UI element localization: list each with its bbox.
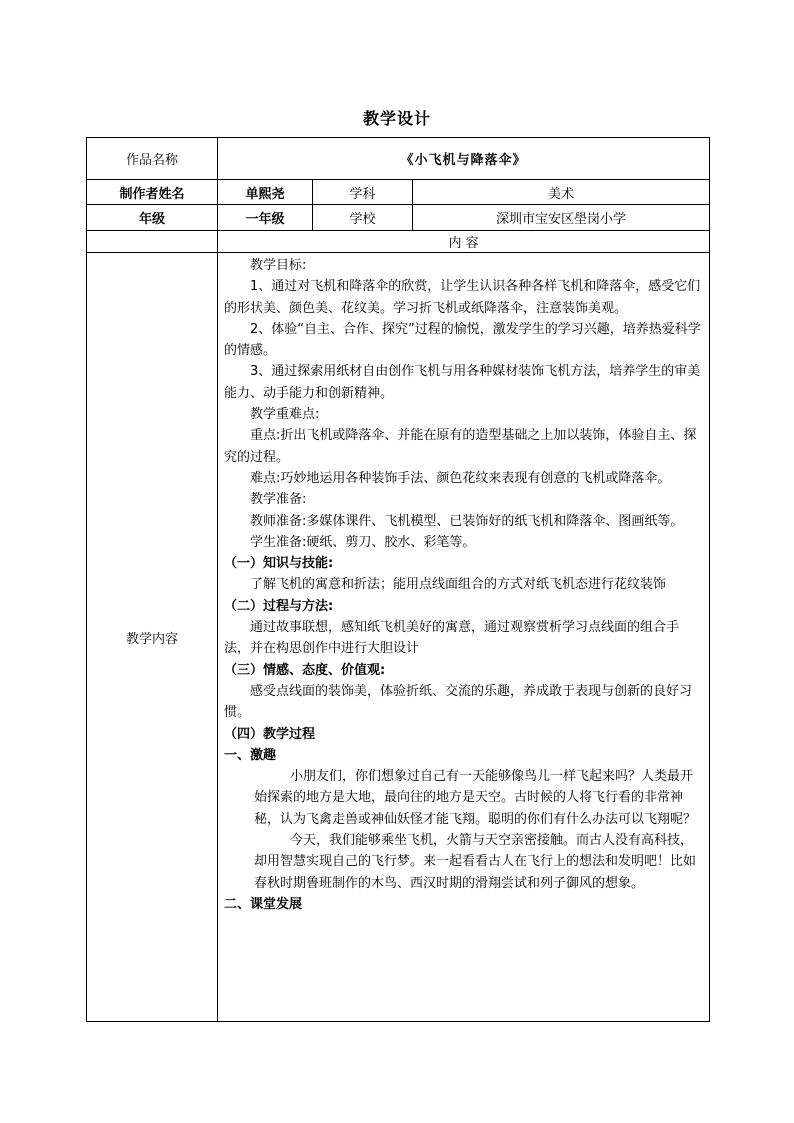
content-header-row — [87, 231, 710, 253]
work-name-label: 作品名称 — [87, 138, 218, 180]
difficult-point: 难点:巧妙地运用各种装饰手法、颜色花纹来表现有创意的飞机或降落伞。 — [250, 470, 671, 486]
page-title: 教学设计 — [362, 109, 431, 128]
section-knowledge-skills: （一）知识与技能: — [224, 556, 334, 572]
subject-value: 美术 — [413, 180, 710, 205]
content-header-blank — [87, 231, 218, 253]
grade-row — [87, 205, 710, 231]
work-name-value: 《小飞机与降落伞》 — [218, 138, 710, 180]
preparation-heading: 教学准备: — [250, 492, 307, 508]
content-header: 内 容 — [218, 231, 710, 253]
process-methods-text: 通过故事联想，感知纸飞机美好的寓意，通过观察赏析学习点线面的组合手法，并在构思创作中进行大胆设计 — [224, 620, 680, 657]
lesson-plan-table — [86, 137, 710, 1022]
subject-label: 学科 — [313, 180, 413, 205]
school-value: 深圳市宝安区壆岗小学 — [413, 205, 710, 231]
objectives-heading: 教学目标: — [250, 258, 307, 273]
objective-3: 3、通过探索用纸材自由创作飞机与用各种媒材装饰飞机方法，培养学生的审美能力、动手能力和创新精神。 — [224, 364, 701, 401]
interest-paragraph-1: 小朋友们，你们想象过自己有一天能够像鸟儿一样飞起来吗？人类最开始探索的地方是大地，最向往的地方是天空。古时候的人将飞行看的非常神秘，认为飞禽走兽或神仙妖怪才能飞翔。聪明的你们有什么办法可以飞翔呢？ — [254, 769, 697, 827]
grade-value: 一年级 — [218, 205, 313, 231]
section-teaching-process: （四）教学过程 — [224, 726, 316, 742]
grade-label: 年级 — [87, 205, 218, 231]
work-name-row — [87, 138, 710, 180]
knowledge-skills-text: 了解飞机的寓意和折法；能用点线面组合的方式对纸飞机态进行花纹装饰 — [250, 577, 667, 593]
interest-paragraph-2: 今天，我们能够乘坐飞机，火箭与天空亲密接触。而古人没有高科技，却用智慧实现自己的飞行梦。来一起看看古人在飞行上的想法和发明吧！比如春秋时期鲁班制作的木鸟、西汉时期的滑翔尝试和列子御风的想象。 — [254, 833, 697, 891]
teaching-content-label: 教学内容 — [87, 253, 218, 1022]
emotion-values-text: 感受点线面的装饰美，体验折纸、交流的乐趣，养成敢于表现与创新的良好习惯。 — [224, 683, 693, 721]
section-stimulate-interest: 一、激趣 — [224, 747, 277, 763]
section-class-development: 二、课堂发展 — [224, 896, 303, 912]
section-process-methods: （二）过程与方法: — [224, 598, 334, 614]
section-emotion-values: （三）情感、态度、价值观: — [224, 662, 386, 678]
teacher-preparation: 教师准备:多媒体课件、飞机模型、已装饰好的纸飞机和降落伞、图画纸等。 — [250, 513, 684, 529]
key-point: 重点:折出飞机或降落伞、并能在原有的造型基础之上加以装饰，体验自主、探究的过程。 — [224, 428, 697, 465]
student-preparation: 学生准备:硬纸、剪刀、胶水、彩笔等。 — [250, 534, 476, 550]
objective-1: 1、通过对飞机和降落伞的欣赏，让学生认识各种各样飞机和降落伞，感受它们的形状美、颜色美、花纹美。学习折飞机或纸降落伞，注意装饰美观。 — [224, 279, 701, 316]
author-row — [87, 180, 710, 205]
objective-2: 2、体验“自主、合作、探究”过程的愉悦，激发学生的学习兴趣，培养热爱科学的情感。 — [224, 321, 701, 359]
teaching-content-body — [218, 253, 710, 1022]
author-label: 制作者姓名 — [87, 180, 218, 205]
teaching-content-row — [87, 253, 710, 1022]
author-value: 单熙尧 — [218, 180, 313, 205]
school-label: 学校 — [313, 205, 413, 231]
key-points-heading: 教学重难点: — [250, 407, 320, 423]
